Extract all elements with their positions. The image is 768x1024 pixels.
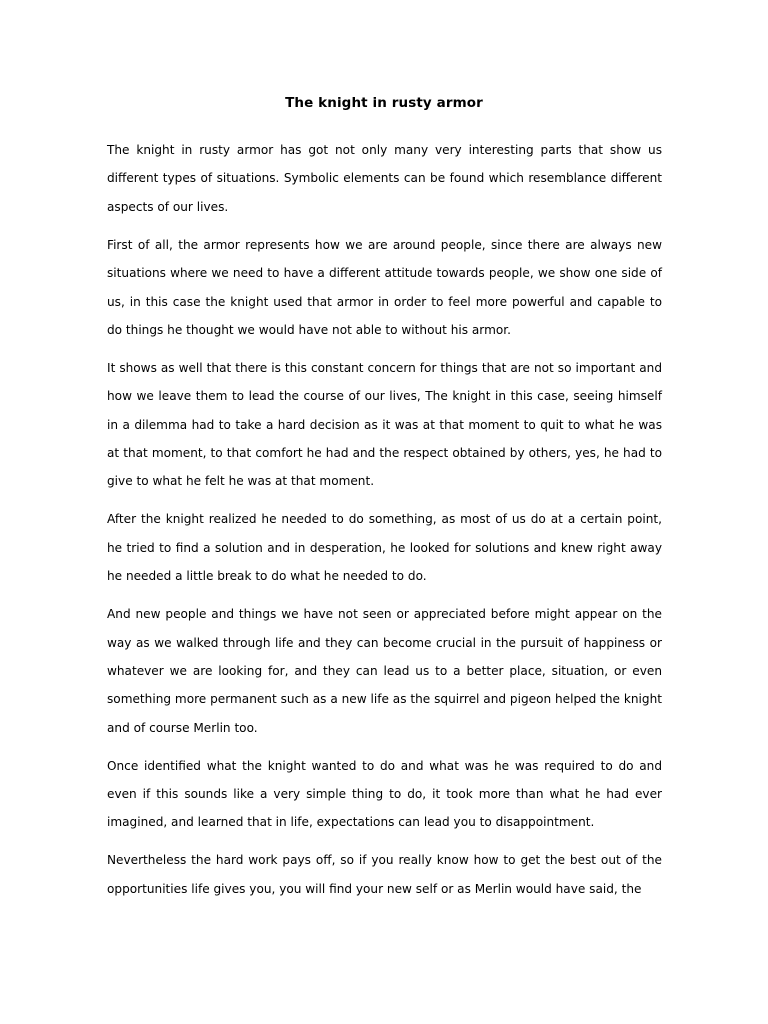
paragraph-2: First of all, the armor represents how we are around people, since there are always new situations where we need to have a different attitude towards people, we show one side of us, in this case the knight used that armor in order to feel more powerful and capable to do things he thought we would have not able to without his armor. xyxy=(107,237,662,337)
document-body xyxy=(107,136,662,913)
paragraph-6: Once identified what the knight wanted to do and what was he was required to do and even if this sounds like a very simple thing to do, it took more than what he had ever imagined, and learned that in life, expectations can lead you to disappointment. xyxy=(107,758,662,830)
document-title: The knight in rusty armor xyxy=(285,95,483,111)
paragraph-1: The knight in rusty armor has got not only many very interesting parts that show us different types of situations. Symbolic elements can be found which resemblance different aspects of our lives. xyxy=(107,143,662,214)
paragraph-3: It shows as well that there is this constant concern for things that are not so important and how we leave them to lead the course of our lives, The knight in this case, seeing himself in a dilemma had to take a hard decision as it was at that moment to quit to what he was at that moment, to that comfort he had and the respect obtained by others, yes, he had to give to what he felt he was at that moment. xyxy=(107,360,662,489)
paragraph-5: And new people and things we have not seen or appreciated before might appear on the way as we walked through life and they can become crucial in the pursuit of happiness or whatever we are looking for, and they can lead us to a better place, situation, or even something more permanent such as a new life as the squirrel and pigeon helped the knight and of course Merlin too. xyxy=(107,607,662,735)
paragraph-4: After the knight realized he needed to do something, as most of us do at a certain point, he tried to find a solution and in desperation, he looked for solutions and knew right away he needed a little break to do what he needed to do. xyxy=(107,512,662,584)
paragraph-7: Nevertheless the hard work pays off, so if you really know how to get the best out of the opportunities life gives you, you will find your new self or as Merlin would have said, the xyxy=(107,853,662,896)
